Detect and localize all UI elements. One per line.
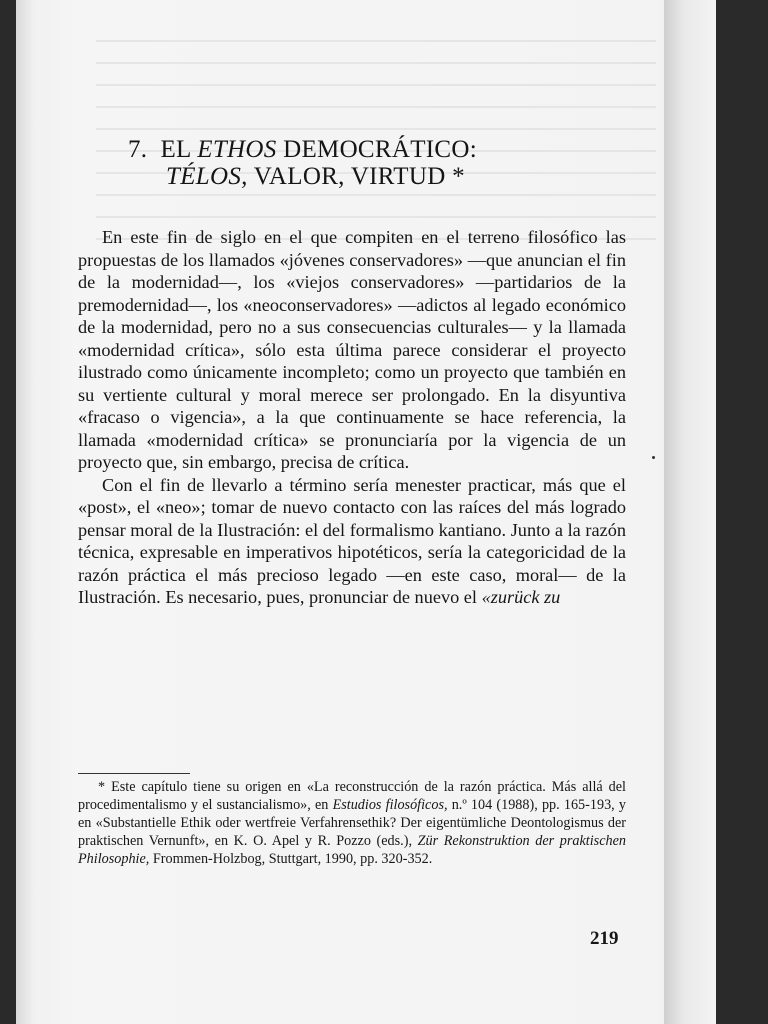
chapter-title-line2 (128, 163, 648, 190)
title-word-el: EL (160, 136, 191, 163)
page-edge (664, 0, 716, 1024)
paragraph-2 (78, 474, 626, 609)
body-text (78, 226, 626, 609)
footnote-part-3: Frommen-Holzbog, Stuttgart, 1990, pp. 320-352. (152, 851, 433, 867)
paragraph-2-italic: «zurück zu (481, 587, 561, 607)
chapter-title-line1 (128, 136, 648, 163)
page-number: 219 (590, 928, 619, 949)
title-word-valor-virtud: VALOR, VIRTUD * (253, 163, 465, 190)
title-word-telos: TÉLOS, (166, 163, 248, 190)
footnote-part-1: * Este capítulo tiene su origen en «La reconstrucción de la razón práctica. Más allá del procedimentalismo y el sustancialismo», en (78, 779, 626, 813)
chapter-title (128, 136, 648, 190)
footnote-text (78, 778, 626, 868)
chapter-number: 7. (128, 136, 148, 163)
footnote-italic-1: Estudios filosóficos, (332, 797, 448, 813)
book-page (16, 0, 716, 1024)
title-word-democratico: DEMOCRÁTICO: (283, 136, 477, 163)
footnote-italic-2: Zür Rekonstruktion der praktischen Philosophie, (78, 833, 626, 867)
stray-mark (652, 456, 655, 459)
footnote-rule (78, 773, 190, 774)
paragraph-1: En este fin de siglo en el que compiten en el terreno filosófico las propuestas de los llamados «jóvenes conservadores» —que anuncian el fin de la modernidad—, los «viejos conservadores» —partidarios de la premodernidad—, los «neoconservadores» —adictos al legado económico de la modernidad, pero no a sus consecuencias culturales— y la llamada «modernidad crítica», sólo esta última parece considerar el proyecto ilustrado como únicamente incompleto; como un proyecto que también en su vertiente cultural y moral merece ser prolongado. En la disyuntiva «fracaso o vigencia», a la que continuamente se hace referencia, la llamada «modernidad crítica» se pronunciaría por la vigencia de un proyecto que, sin embargo, precisa de crítica. (78, 227, 626, 472)
footnote (78, 778, 626, 868)
title-word-ethos: ETHOS (197, 136, 277, 163)
paragraph-2-text: Con el fin de llevarlo a término sería menester practicar, más que el «post», el «neo»; tomar de nuevo contacto con las raíces del más logrado pensar moral de la Ilustración: el del formalismo kantiano. Junto a la razón técnica, expresable en imperativos hipotéticos, sería la categoricidad de la razón práctica el más precioso legado —en este caso, moral— de la Ilustración. Es necesario, pues, pronunciar de nuevo el (78, 474, 626, 607)
footnote-part-2: n.º 104 (1988), pp. 165-193, y en «Substantielle Ethik oder wertfreie Verfahrensethik? Der eigentümliche Deontologismus der praktischen Vernunft», en K. O. Apel y R. Pozzo (eds.), (78, 797, 626, 849)
